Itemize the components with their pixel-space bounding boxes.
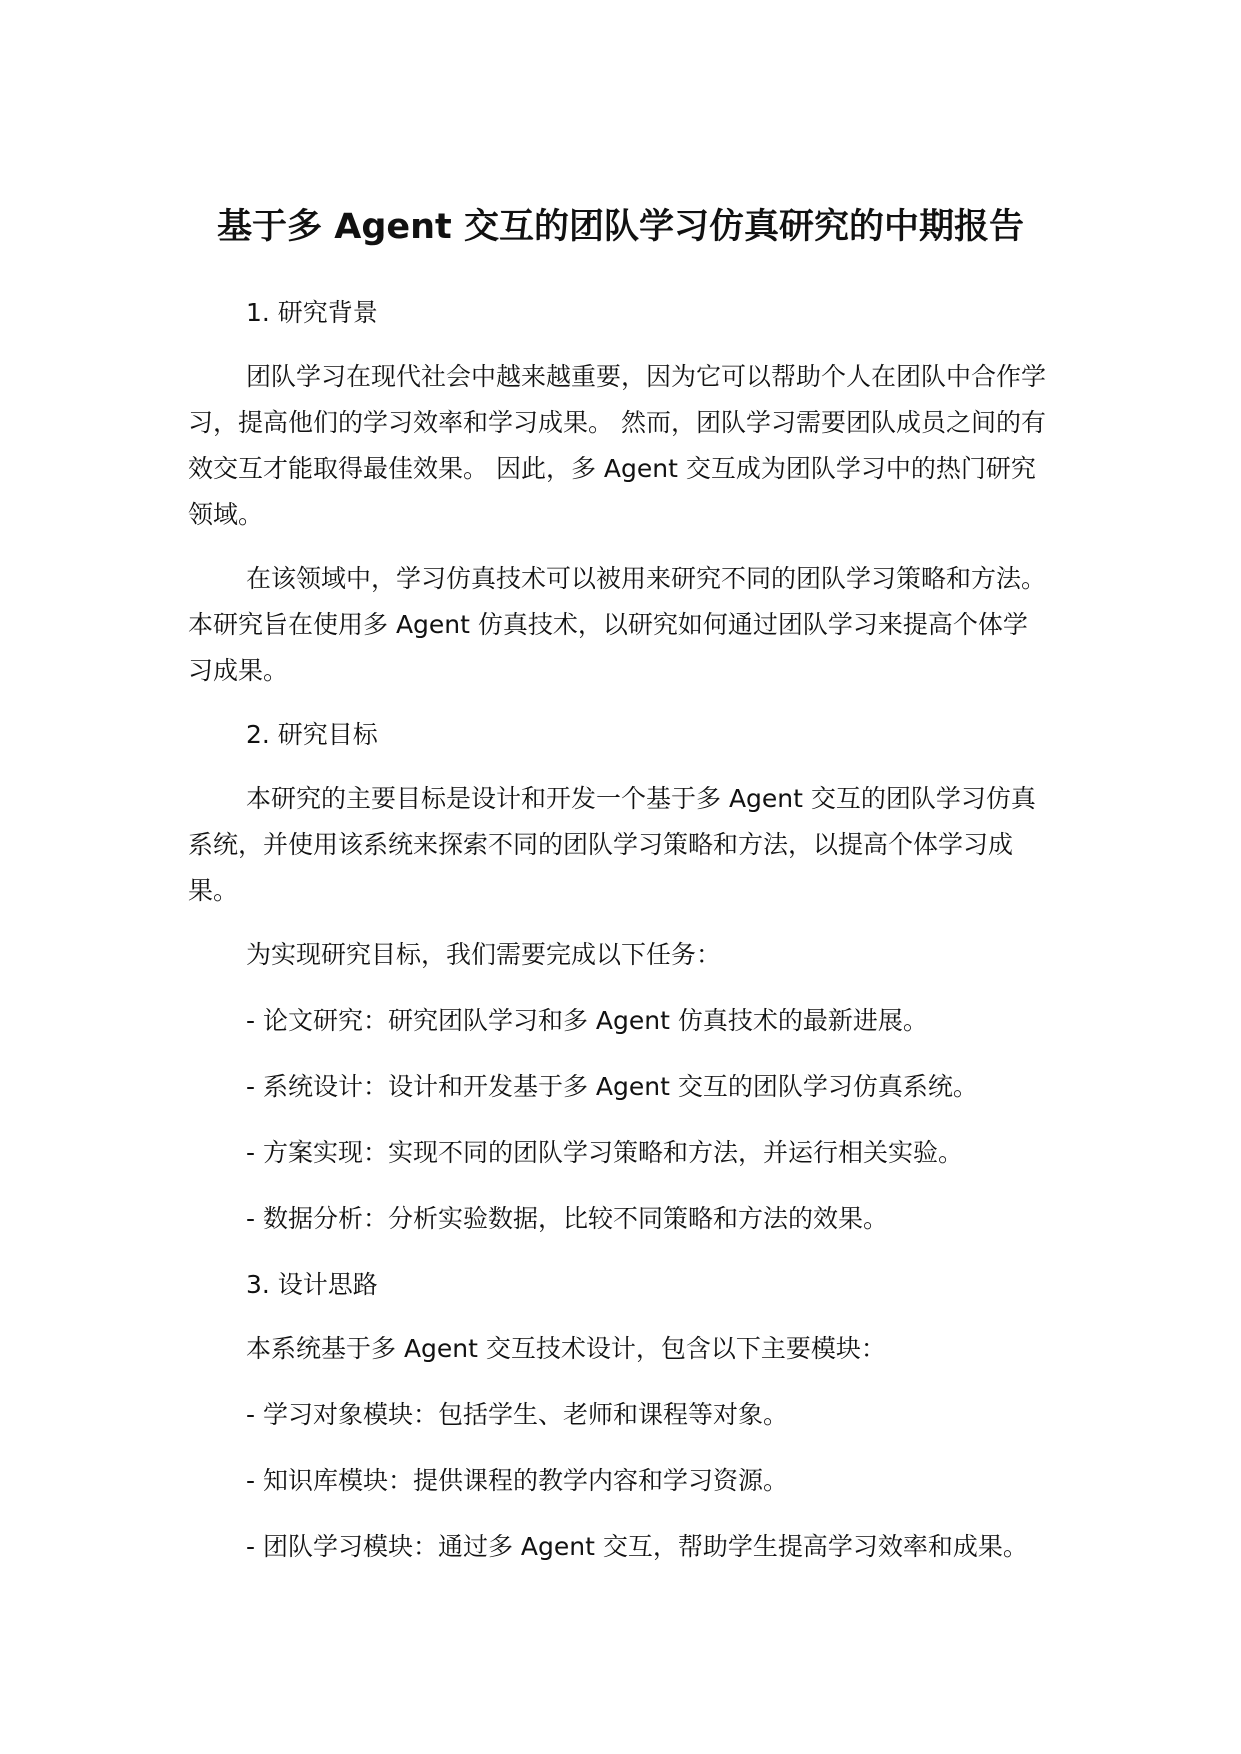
- paragraph: 在该领域中，学习仿真技术可以被用来研究不同的团队学习策略和方法。 本研究旨在使用多 Agent 仿真技术，以研究如何通过团队学习来提高个体学习成果。: [188, 564, 1047, 685]
- document-title: 基于多 Agent 交互的团队学习仿真研究的中期报告: [217, 207, 1024, 248]
- list-item: - 论文研究：研究团队学习和多 Agent 仿真技术的最新进展。: [246, 1006, 928, 1035]
- list-intro: 本系统基于多 Agent 交互技术设计，包含以下主要模块：: [246, 1334, 886, 1363]
- list-item: - 知识库模块：提供课程的教学内容和学习资源。: [246, 1466, 788, 1495]
- paragraph: 团队学习在现代社会中越来越重要，因为它可以帮助个人在团队中合作学习，提高他们的学习效率和学习成果。 然而，团队学习需要团队成员之间的有效交互才能取得最佳效果。 因此，多 Agent 交互成为团队学习中的热门研究领域。: [188, 362, 1047, 529]
- section-heading: 3. 设计思路: [246, 1270, 378, 1299]
- list-item: - 系统设计：设计和开发基于多 Agent 交互的团队学习仿真系统。: [246, 1072, 978, 1101]
- list-intro: 为实现研究目标，我们需要完成以下任务：: [246, 940, 722, 969]
- section-heading: 1. 研究背景: [246, 298, 378, 327]
- list-item: - 方案实现：实现不同的团队学习策略和方法，并运行相关实验。: [246, 1138, 963, 1167]
- section-research-background: [188, 290, 1048, 694]
- section-design-approach: [188, 1262, 1048, 1570]
- list-item: - 团队学习模块：通过多 Agent 交互，帮助学生提高学习效率和成果。: [246, 1532, 1028, 1561]
- list-item: - 学习对象模块：包括学生、老师和课程等对象。: [246, 1400, 788, 1429]
- section-research-goals: [188, 712, 1048, 1242]
- document-body: [188, 290, 1048, 1590]
- paragraph: 本研究的主要目标是设计和开发一个基于多 Agent 交互的团队学习仿真系统，并使用该系统来探索不同的团队学习策略和方法，以提高个体学习成果。: [188, 784, 1036, 905]
- section-heading: 2. 研究目标: [246, 720, 378, 749]
- list-item: - 数据分析：分析实验数据，比较不同策略和方法的效果。: [246, 1204, 888, 1233]
